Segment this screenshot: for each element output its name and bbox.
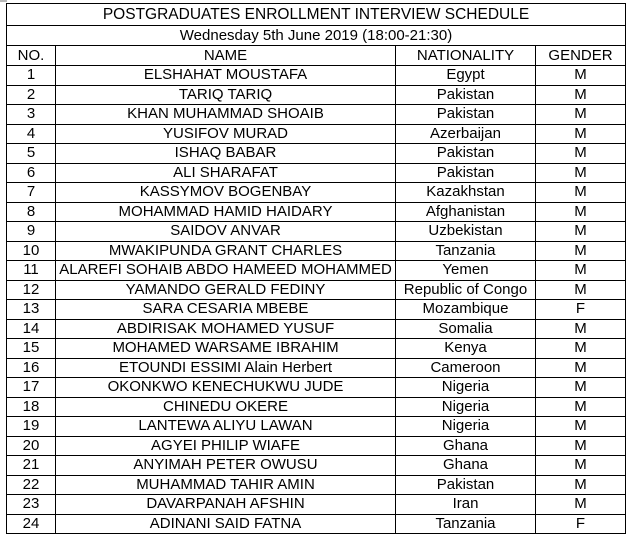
cell-gender: M (536, 280, 626, 300)
cell-nationality: Tanzania (396, 241, 536, 261)
schedule-date: Wednesday 5th June 2019 (18:00-21:30) (7, 26, 626, 46)
cell-no: 6 (7, 163, 56, 183)
cell-nationality: Nigeria (396, 397, 536, 417)
cell-nationality: Kazakhstan (396, 183, 536, 203)
cell-no: 12 (7, 280, 56, 300)
table-row (7, 280, 626, 300)
table-row (7, 202, 626, 222)
cell-name: DAVARPANAH AFSHIN (56, 495, 396, 515)
cell-name: KHAN MUHAMMAD SHOAIB (56, 105, 396, 125)
cell-gender: M (536, 163, 626, 183)
cell-no: 1 (7, 66, 56, 86)
cell-name: SAIDOV ANVAR (56, 222, 396, 242)
cell-gender: M (536, 85, 626, 105)
table-row (7, 339, 626, 359)
cell-name: SARA CESARIA MBEBE (56, 300, 396, 320)
cell-name: ELSHAHAT MOUSTAFA (56, 66, 396, 86)
table-row (7, 241, 626, 261)
cell-name: ALAREFI SOHAIB ABDO HAMEED MOHAMMED (56, 261, 396, 281)
table-row (7, 319, 626, 339)
cell-nationality: Pakistan (396, 144, 536, 164)
cell-name: KASSYMOV BOGENBAY (56, 183, 396, 203)
cell-nationality: Cameroon (396, 358, 536, 378)
table-row (7, 436, 626, 456)
cell-no: 10 (7, 241, 56, 261)
cell-no: 7 (7, 183, 56, 203)
cell-no: 20 (7, 436, 56, 456)
cell-name: CHINEDU OKERE (56, 397, 396, 417)
cell-name: LANTEWA ALIYU LAWAN (56, 417, 396, 437)
table-row (7, 514, 626, 534)
cell-name: ETOUNDI ESSIMI Alain Herbert (56, 358, 396, 378)
page-title: POSTGRADUATES ENROLLMENT INTERVIEW SCHEDULE (7, 4, 626, 26)
cell-name: AGYEI PHILIP WIAFE (56, 436, 396, 456)
cell-gender: M (536, 339, 626, 359)
cell-no: 23 (7, 495, 56, 515)
cell-gender: M (536, 124, 626, 144)
cell-gender: M (536, 202, 626, 222)
cell-name: YAMANDO GERALD FEDINY (56, 280, 396, 300)
cell-no: 4 (7, 124, 56, 144)
table-row (7, 261, 626, 281)
table-row (7, 85, 626, 105)
cell-no: 18 (7, 397, 56, 417)
cell-no: 9 (7, 222, 56, 242)
column-header-no: NO. (7, 46, 56, 66)
cell-name: OKONKWO KENECHUKWU JUDE (56, 378, 396, 398)
cell-gender: M (536, 495, 626, 515)
table-row (7, 475, 626, 495)
table-row (7, 456, 626, 476)
cell-no: 2 (7, 85, 56, 105)
table-row (7, 417, 626, 437)
cell-nationality: Yemen (396, 261, 536, 281)
cell-nationality: Pakistan (396, 163, 536, 183)
cell-no: 24 (7, 514, 56, 534)
table-title-row (7, 4, 626, 26)
cell-nationality: Kenya (396, 339, 536, 359)
cell-name: MOHAMED WARSAME IBRAHIM (56, 339, 396, 359)
cell-name: ALI SHARAFAT (56, 163, 396, 183)
column-header-name: NAME (56, 46, 396, 66)
cell-name: ADINANI SAID FATNA (56, 514, 396, 534)
table-row (7, 397, 626, 417)
cell-nationality: Afghanistan (396, 202, 536, 222)
cell-gender: M (536, 397, 626, 417)
cell-name: TARIQ TARIQ (56, 85, 396, 105)
table-row (7, 222, 626, 242)
cell-gender: M (536, 105, 626, 125)
cell-no: 14 (7, 319, 56, 339)
column-header-gender: GENDER (536, 46, 626, 66)
cell-nationality: Nigeria (396, 378, 536, 398)
cell-nationality: Pakistan (396, 85, 536, 105)
cell-gender: M (536, 66, 626, 86)
cell-gender: M (536, 241, 626, 261)
cell-nationality: Tanzania (396, 514, 536, 534)
table-row (7, 300, 626, 320)
cell-nationality: Republic of Congo (396, 280, 536, 300)
column-header-nationality: NATIONALITY (396, 46, 536, 66)
cell-name: MWAKIPUNDA GRANT CHARLES (56, 241, 396, 261)
table-row (7, 183, 626, 203)
table-row (7, 144, 626, 164)
cell-no: 8 (7, 202, 56, 222)
cell-no: 16 (7, 358, 56, 378)
cell-no: 22 (7, 475, 56, 495)
cell-no: 19 (7, 417, 56, 437)
column-header-row (7, 46, 626, 66)
cell-name: ABDIRISAK MOHAMED YUSUF (56, 319, 396, 339)
interview-schedule-table (6, 3, 626, 534)
table-date-row (7, 26, 626, 46)
cell-nationality: Somalia (396, 319, 536, 339)
cell-name: YUSIFOV MURAD (56, 124, 396, 144)
cell-gender: F (536, 514, 626, 534)
cell-name: MOHAMMAD HAMID HAIDARY (56, 202, 396, 222)
table-row (7, 358, 626, 378)
screenshot-corner-artifact (0, 0, 7, 2)
table-row (7, 105, 626, 125)
cell-gender: M (536, 436, 626, 456)
cell-gender: M (536, 378, 626, 398)
cell-no: 21 (7, 456, 56, 476)
table-row (7, 495, 626, 515)
cell-name: ANYIMAH PETER OWUSU (56, 456, 396, 476)
cell-no: 17 (7, 378, 56, 398)
cell-gender: M (536, 144, 626, 164)
cell-nationality: Pakistan (396, 475, 536, 495)
cell-gender: M (536, 319, 626, 339)
table-row (7, 163, 626, 183)
cell-no: 5 (7, 144, 56, 164)
cell-nationality: Mozambique (396, 300, 536, 320)
cell-no: 11 (7, 261, 56, 281)
cell-nationality: Egypt (396, 66, 536, 86)
cell-no: 3 (7, 105, 56, 125)
cell-gender: M (536, 183, 626, 203)
cell-nationality: Azerbaijan (396, 124, 536, 144)
table-row (7, 378, 626, 398)
cell-no: 15 (7, 339, 56, 359)
cell-nationality: Uzbekistan (396, 222, 536, 242)
cell-nationality: Ghana (396, 456, 536, 476)
cell-nationality: Nigeria (396, 417, 536, 437)
table-row (7, 124, 626, 144)
table-body (7, 66, 626, 534)
cell-gender: M (536, 456, 626, 476)
cell-gender: M (536, 417, 626, 437)
cell-nationality: Pakistan (396, 105, 536, 125)
table-row (7, 66, 626, 86)
cell-gender: M (536, 475, 626, 495)
cell-nationality: Iran (396, 495, 536, 515)
cell-gender: M (536, 222, 626, 242)
cell-gender: M (536, 358, 626, 378)
cell-no: 13 (7, 300, 56, 320)
cell-name: MUHAMMAD TAHIR AMIN (56, 475, 396, 495)
cell-name: ISHAQ BABAR (56, 144, 396, 164)
cell-gender: F (536, 300, 626, 320)
cell-gender: M (536, 261, 626, 281)
cell-nationality: Ghana (396, 436, 536, 456)
